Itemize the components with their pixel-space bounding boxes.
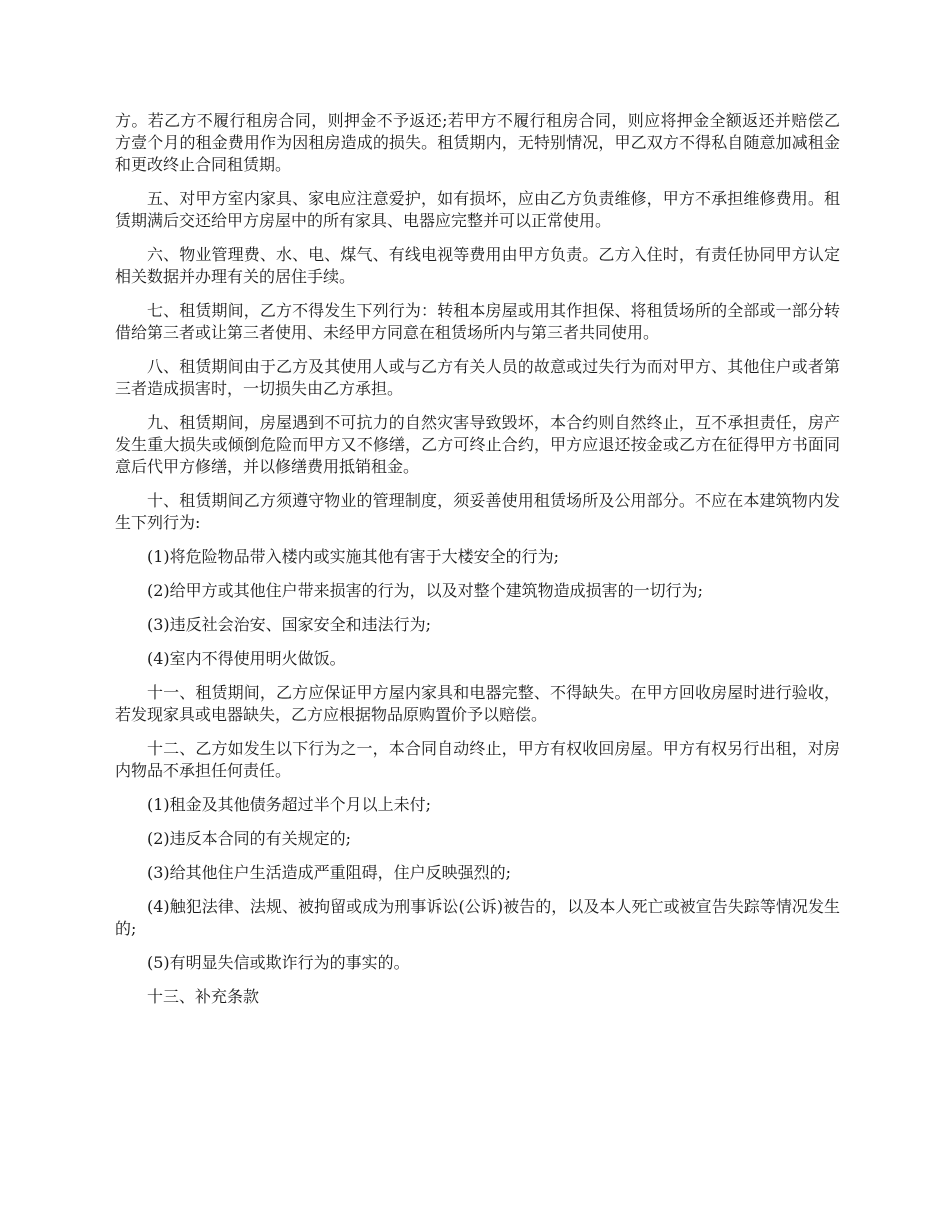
- list-item-clause-12-1: (1)租金及其他债务超过半个月以上未付;: [147, 795, 432, 814]
- list-item-clause-12-3: (3)给其他住户生活造成严重阻碍，住户反映强烈的;: [147, 863, 512, 882]
- document-body: [115, 110, 840, 1020]
- list-item-clause-12-4: (4)触犯法律、法规、被拘留或成为刑事诉讼(公诉)被告的，以及本人死亡或被宣告失踪等情况发生的;: [115, 897, 840, 938]
- list-item-clause-10-1: (1)将危险物品带入楼内或实施其他有害于大楼安全的行为;: [147, 547, 560, 566]
- list-item-clause-10-4: (4)室内不得使用明火做饭。: [147, 649, 346, 668]
- paragraph-clause-9: 九、租赁期间，房屋遇到不可抗力的自然灾害导致毁坏，本合约则自然终止，互不承担责任，房产发生重大损失或倾倒危险而甲方又不修缮，乙方可终止合约，甲方应退还按金或乙方在征得甲方书面同意后代甲方修缮，并以修缮费用抵销租金。: [115, 413, 840, 476]
- list-item-clause-12-5: (5)有明显失信或欺诈行为的事实的。: [147, 953, 410, 972]
- paragraph-clause-7: 七、租赁期间，乙方不得发生下列行为：转租本房屋或用其作担保、将租赁场所的全部或一部分转借给第三者或让第三者使用、未经甲方同意在租赁场所内与第三者共同使用。: [115, 301, 840, 342]
- list-item-clause-10-3: (3)违反社会治安、国家安全和违法行为;: [147, 615, 432, 634]
- paragraph-clause-8: 八、租赁期间由于乙方及其使用人或与乙方有关人员的故意或过失行为而对甲方、其他住户或者第三者造成损害时，一切损失由乙方承担。: [115, 357, 840, 398]
- paragraph-clause-5: 五、对甲方室内家具、家电应注意爱护，如有损坏，应由乙方负责维修，甲方不承担维修费用。租赁期满后交还给甲方房屋中的所有家具、电器应完整并可以正常使用。: [115, 189, 840, 230]
- paragraph-clause-6: 六、物业管理费、水、电、煤气、有线电视等费用由甲方负责。乙方入住时，有责任协同甲方认定相关数据并办理有关的居住手续。: [115, 245, 840, 286]
- list-item-clause-12-2: (2)违反本合同的有关规定的;: [147, 829, 352, 848]
- list-item-clause-10-2: (2)给甲方或其他住户带来损害的行为，以及对整个建筑物造成损害的一切行为;: [147, 581, 704, 600]
- paragraph-clause-11: 十一、租赁期间，乙方应保证甲方屋内家具和电器完整、不得缺失。在甲方回收房屋时进行验收，若发现家具或电器缺失，乙方应根据物品原购置价予以赔偿。: [115, 683, 840, 724]
- paragraph-clause-13-heading: 十三、补充条款: [147, 987, 260, 1006]
- paragraph-clause-12: 十二、乙方如发生以下行为之一，本合同自动终止，甲方有权收回房屋。甲方有权另行出租，对房内物品不承担任何责任。: [115, 739, 840, 780]
- paragraph-deposit-terms: 方。若乙方不履行租房合同，则押金不予返还;若甲方不履行租房合同，则应将押金全额返还并赔偿乙方壹个月的租金费用作为因租房造成的损失。租赁期内，无特别情况，甲乙双方不得私自随意加减租金和更改终止合同租赁期。: [115, 111, 840, 174]
- paragraph-clause-10: 十、租赁期间乙方须遵守物业的管理制度，须妥善使用租赁场所及公用部分。不应在本建筑物内发生下列行为:: [115, 491, 840, 532]
